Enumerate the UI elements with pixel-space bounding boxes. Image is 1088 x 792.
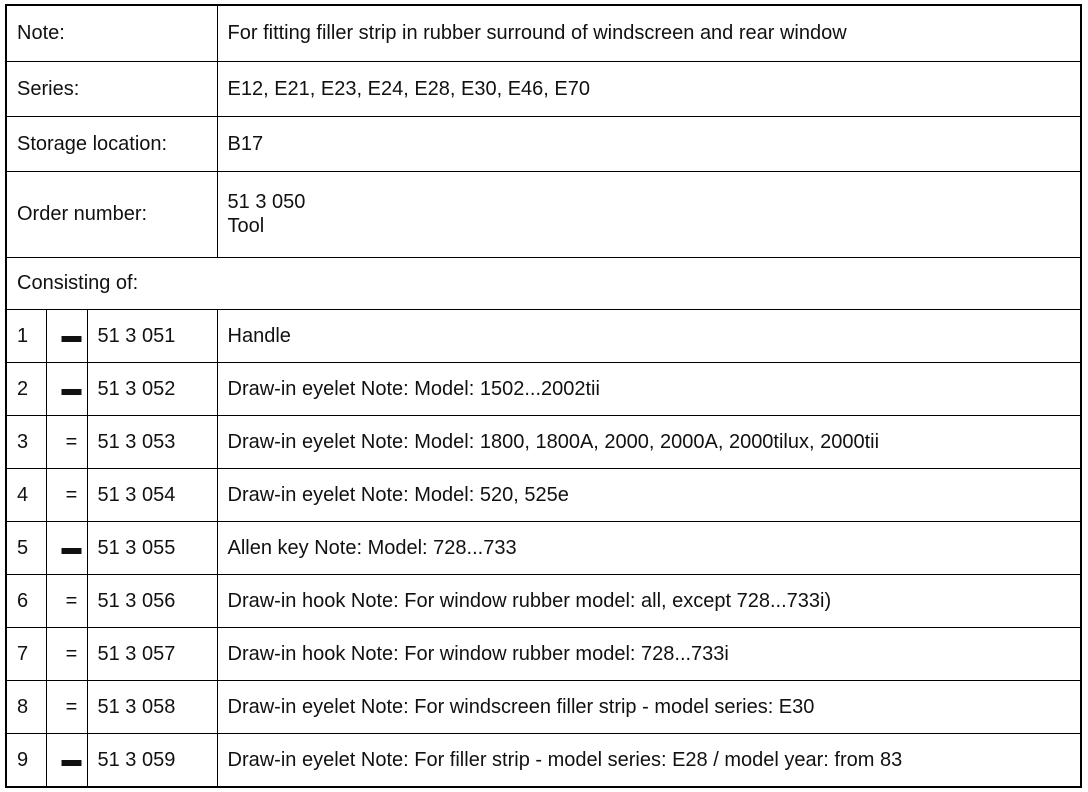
table-row (6, 681, 1081, 734)
item-part-number: 51 3 058 (87, 681, 217, 734)
item-description: Draw-in eyelet Note: Model: 520, 525e (217, 469, 1081, 522)
item-position: 1 (6, 309, 46, 362)
item-part-number: 51 3 055 (87, 522, 217, 575)
storage-value: B17 (217, 116, 1081, 171)
consisting-label: Consisting of: (6, 257, 1081, 309)
note-value: For fitting filler strip in rubber surround of windscreen and rear window (217, 5, 1081, 61)
item-quantity-symbol: = (46, 469, 87, 522)
series-label: Series: (6, 61, 217, 116)
item-quantity-symbol: = (46, 415, 87, 468)
item-position: 7 (6, 628, 46, 681)
item-description: Allen key Note: Model: 728...733 (217, 522, 1081, 575)
order-value (217, 171, 1081, 257)
series-value: E12, E21, E23, E24, E28, E30, E46, E70 (217, 61, 1081, 116)
item-quantity-symbol: = (46, 628, 87, 681)
item-position: 4 (6, 469, 46, 522)
table-row (6, 309, 1081, 362)
item-description: Draw-in hook Note: For window rubber model: 728...733i (217, 628, 1081, 681)
table-row (6, 734, 1081, 787)
item-position: 3 (6, 415, 46, 468)
item-part-number: 51 3 057 (87, 628, 217, 681)
item-part-number: 51 3 059 (87, 734, 217, 787)
item-position: 6 (6, 575, 46, 628)
item-quantity-symbol: ▬ (46, 309, 87, 362)
item-position: 8 (6, 681, 46, 734)
order-number: 51 3 050 (227, 191, 306, 214)
item-description: Draw-in eyelet Note: Model: 1502...2002tii (217, 362, 1081, 415)
item-description: Handle (217, 309, 1081, 362)
item-description: Draw-in eyelet Note: For windscreen filler strip - model series: E30 (217, 681, 1081, 734)
item-part-number: 51 3 052 (87, 362, 217, 415)
storage-label: Storage location: (6, 116, 217, 171)
item-position: 2 (6, 362, 46, 415)
item-description: Draw-in eyelet Note: For filler strip - model series: E28 / model year: from 83 (217, 734, 1081, 787)
item-position: 9 (6, 734, 46, 787)
tool-info-table (5, 4, 1082, 788)
consisting-row (6, 257, 1081, 309)
order-row (6, 171, 1081, 257)
order-type: Tool (227, 215, 265, 238)
item-part-number: 51 3 056 (87, 575, 217, 628)
item-description: Draw-in hook Note: For window rubber model: all, except 728...733i) (217, 575, 1081, 628)
note-row (6, 5, 1081, 61)
item-part-number: 51 3 051 (87, 309, 217, 362)
table-row (6, 362, 1081, 415)
item-quantity-symbol: = (46, 681, 87, 734)
item-quantity-symbol: ▬ (46, 362, 87, 415)
table-row (6, 522, 1081, 575)
table-row (6, 415, 1081, 468)
item-quantity-symbol: ▬ (46, 734, 87, 787)
item-position: 5 (6, 522, 46, 575)
item-part-number: 51 3 053 (87, 415, 217, 468)
storage-row (6, 116, 1081, 171)
item-quantity-symbol: ▬ (46, 522, 87, 575)
item-quantity-symbol: = (46, 575, 87, 628)
series-row (6, 61, 1081, 116)
table-row (6, 575, 1081, 628)
item-description: Draw-in eyelet Note: Model: 1800, 1800A, 2000, 2000A, 2000tilux, 2000tii (217, 415, 1081, 468)
item-part-number: 51 3 054 (87, 469, 217, 522)
table-row (6, 628, 1081, 681)
table-row (6, 469, 1081, 522)
note-label: Note: (6, 5, 217, 61)
order-label: Order number: (6, 171, 217, 257)
